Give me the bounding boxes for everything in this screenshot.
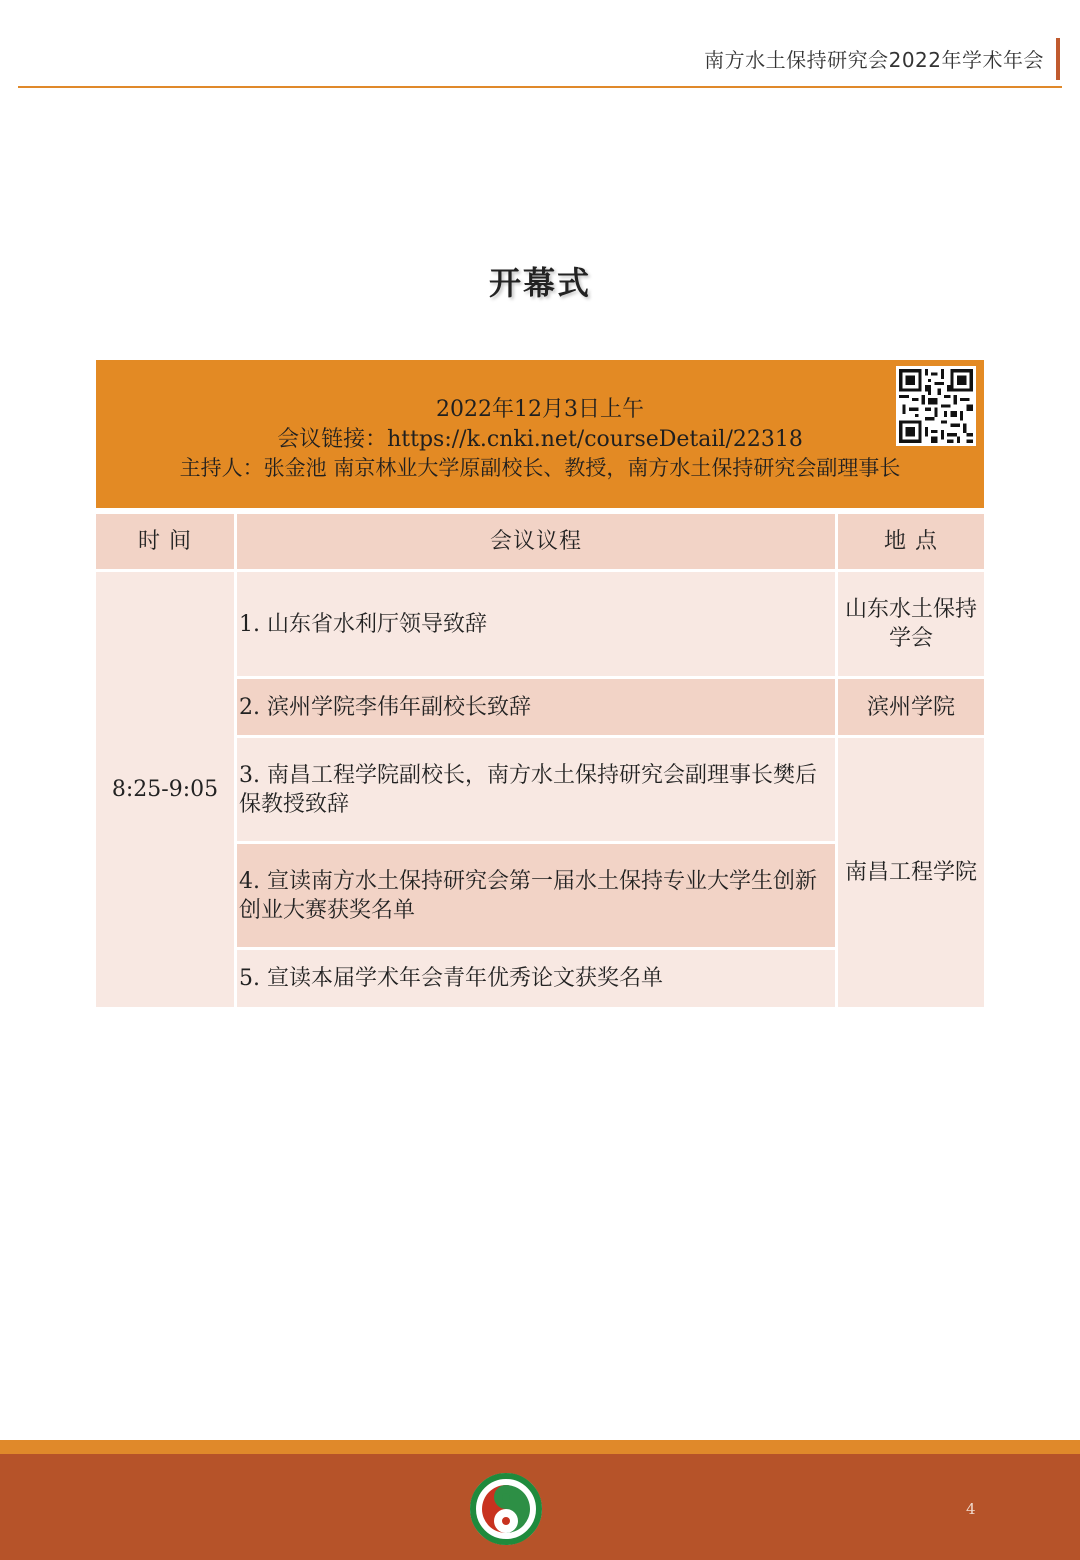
header-accent-bar — [1056, 38, 1060, 80]
agenda-row: 5. 宣读本届学术年会青年优秀论文获奖名单 — [237, 950, 835, 1007]
document-header-title: 南方水土保持研究会2022年学术年会 — [704, 48, 1044, 72]
agenda-row: 4. 宣读南方水土保持研究会第一届水土保持专业大学生创新创业大赛获奖名单 — [237, 844, 835, 947]
table-header-agenda: 会议议程 — [237, 514, 835, 569]
session-info-banner — [96, 360, 984, 508]
location-cell: 南昌工程学院 — [838, 738, 984, 1007]
location-cell: 滨州学院 — [838, 679, 984, 735]
location-cell: 山东水土保持学会 — [838, 572, 984, 676]
page-title: 开幕式 — [488, 264, 591, 302]
page-number: 4 — [966, 1500, 976, 1518]
session-host: 主持人：张金池 南京林业大学原副校长、教授，南方水土保持研究会副理事长 — [179, 456, 901, 480]
agenda-row: 3. 南昌工程学院副校长，南方水土保持研究会副理事长樊后保教授致辞 — [237, 738, 835, 841]
table-header-time: 时 间 — [96, 514, 234, 569]
society-logo-icon — [469, 1472, 543, 1546]
header-divider — [18, 86, 1062, 88]
qr-code-icon — [896, 366, 976, 446]
meeting-link[interactable]: 会议链接：https://k.cnki.net/courseDetail/22318 — [277, 427, 803, 452]
time-cell: 8:25-9:05 — [96, 572, 234, 1007]
footer-accent-stripe — [0, 1440, 1080, 1454]
agenda-row: 2. 滨州学院李伟年副校长致辞 — [237, 679, 835, 735]
table-header-location: 地 点 — [838, 514, 984, 569]
session-date: 2022年12月3日上午 — [436, 397, 644, 422]
agenda-row: 1. 山东省水利厅领导致辞 — [237, 572, 835, 676]
